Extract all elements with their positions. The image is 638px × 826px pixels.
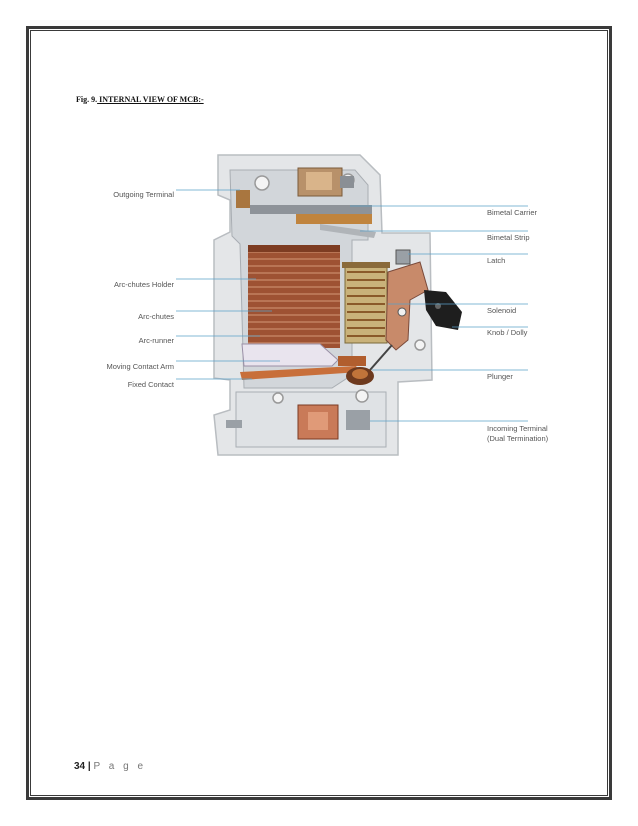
label-moving-contact-arm: Moving Contact Arm [106,362,174,371]
label-solenoid: Solenoid [487,306,517,315]
label-outgoing-terminal: Outgoing Terminal [113,190,174,199]
label-knob-dolly: Knob / Dolly [487,328,528,337]
page-number: 34 [74,761,86,772]
solenoid [342,262,390,343]
label-arc-runner: Arc-runner [138,336,174,345]
plunger [346,367,374,385]
label-bimetal-carrier: Bimetal Carrier [487,208,538,217]
figure-title: INTERNAL VIEW OF MCB:- [97,95,204,104]
label-arc-chutes: Arc-chutes [138,312,174,321]
figure-number: Fig. 9. [76,95,98,104]
label-arc-chutes-holder: Arc-chutes Holder [113,280,174,289]
page-footer [74,761,146,772]
label-incoming-terminal: Incoming Terminal [487,424,548,433]
arc-chutes [248,245,340,348]
label-dual-termination: (Dual Termination) [487,434,549,443]
page-word: P a g e [93,761,147,772]
label-bimetal-strip: Bimetal Strip [487,233,530,242]
label-plunger: Plunger [487,372,513,381]
label-latch: Latch [487,256,506,265]
label-fixed-contact: Fixed Contact [127,380,174,389]
footer-separator: | [87,761,91,772]
